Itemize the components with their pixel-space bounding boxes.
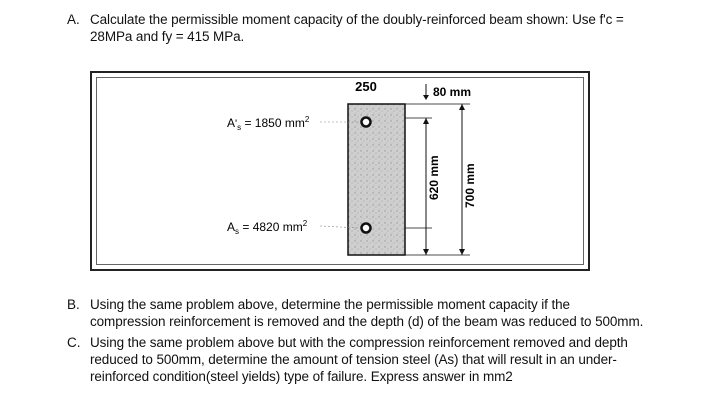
- question-c-line-2: reduced to 500mm, determine the amount of tension steel (As) that will result in an under-: [90, 352, 617, 367]
- question-b-line-2: compression reinforcement is removed and the depth (d) of the beam was reduced to 500mm.: [90, 314, 644, 329]
- depth-arrow-bottom: [423, 249, 429, 255]
- question-b-line-1: Using the same problem above, determine the permissible moment capacity if the: [90, 297, 570, 312]
- concrete-section: [348, 104, 405, 255]
- question-a-line-2: 28MPa and fy = 415 MPa.: [90, 29, 245, 44]
- question-a-line-1: Calculate the permissible moment capacity of the doubly-reinforced beam shown: Use f'c =: [90, 12, 624, 27]
- compression-bar-icon: [362, 118, 371, 127]
- compression-steel-label: $A'_s = 1850$ $mm^2$: [227, 115, 310, 132]
- question-c-text: [90, 334, 628, 385]
- cover-arrow-head: [423, 95, 429, 100]
- tension-steel-label: $A_s = 4820$ $mm^2$: [227, 219, 308, 236]
- question-b-text: [90, 296, 643, 330]
- height-arrow-bottom: [459, 249, 465, 255]
- cover-label: 80 mm: [433, 85, 472, 99]
- question-c-line-3: reinforced condition(steel yields) type of failure. Express answer in mm2: [90, 369, 513, 384]
- depth-arrow-top: [423, 118, 429, 124]
- width-label: 250: [355, 79, 377, 94]
- question-c-label: C.: [67, 335, 81, 350]
- height-arrow-top: [459, 104, 465, 110]
- depth-label: 620 mm: [427, 155, 441, 200]
- height-label: 700 mm: [463, 163, 477, 208]
- question-a-label: A.: [67, 12, 80, 27]
- tension-bar-icon: [362, 224, 371, 233]
- question-b-label: B.: [67, 297, 80, 312]
- question-c-line-1: Using the same problem above but with the compression reinforcement removed and depth: [90, 335, 628, 350]
